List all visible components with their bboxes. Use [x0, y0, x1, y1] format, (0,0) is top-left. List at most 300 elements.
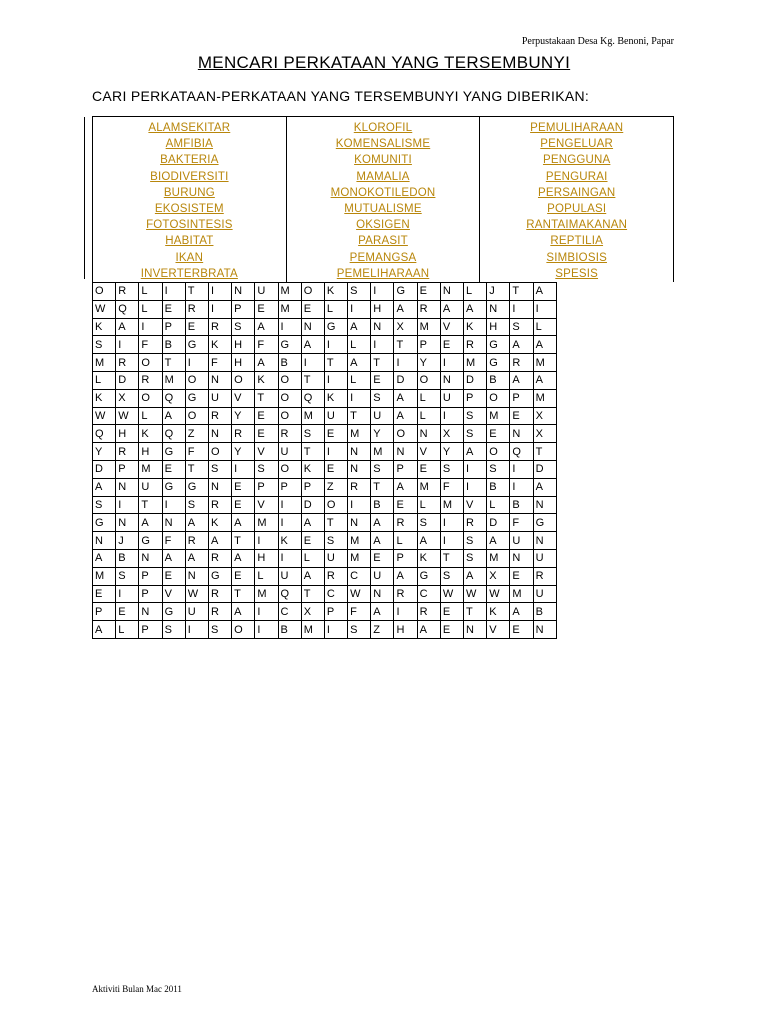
grid-cell[interactable]: S [162, 621, 185, 639]
grid-cell[interactable]: I [348, 496, 371, 514]
grid-cell[interactable]: G [162, 443, 185, 461]
grid-cell[interactable]: M [417, 318, 440, 336]
grid-cell[interactable]: N [348, 514, 371, 532]
grid-cell[interactable]: P [464, 389, 487, 407]
grid-cell[interactable]: K [324, 283, 347, 301]
grid-cell[interactable]: L [348, 371, 371, 389]
grid-cell[interactable]: S [232, 318, 255, 336]
grid-cell[interactable]: E [93, 585, 116, 603]
grid-cell[interactable]: S [440, 567, 463, 585]
grid-cell[interactable]: L [139, 407, 162, 425]
grid-cell[interactable]: F [162, 532, 185, 550]
grid-cell[interactable]: W [93, 407, 116, 425]
grid-cell[interactable]: E [371, 371, 394, 389]
grid-cell[interactable]: A [510, 371, 533, 389]
grid-cell[interactable]: N [208, 425, 231, 443]
grid-cell[interactable]: N [533, 621, 556, 639]
grid-cell[interactable]: I [278, 514, 301, 532]
grid-cell[interactable]: U [324, 407, 347, 425]
grid-cell[interactable]: B [116, 549, 139, 567]
grid-cell[interactable]: A [533, 283, 556, 301]
grid-cell[interactable]: N [162, 514, 185, 532]
grid-cell[interactable]: T [185, 283, 208, 301]
grid-cell[interactable]: E [162, 567, 185, 585]
grid-cell[interactable]: Y [232, 443, 255, 461]
grid-cell[interactable]: S [324, 532, 347, 550]
grid-cell[interactable]: A [162, 407, 185, 425]
grid-cell[interactable]: M [162, 371, 185, 389]
grid-cell[interactable]: A [371, 514, 394, 532]
grid-cell[interactable]: K [464, 318, 487, 336]
grid-cell[interactable]: I [371, 283, 394, 301]
grid-cell[interactable]: C [348, 567, 371, 585]
grid-cell[interactable]: Z [324, 478, 347, 496]
grid-cell[interactable]: S [464, 407, 487, 425]
grid-cell[interactable]: S [301, 425, 324, 443]
grid-cell[interactable]: K [93, 318, 116, 336]
grid-cell[interactable]: S [93, 336, 116, 354]
grid-cell[interactable]: L [301, 549, 324, 567]
grid-cell[interactable]: I [255, 532, 278, 550]
grid-cell[interactable]: L [255, 567, 278, 585]
grid-cell[interactable]: N [371, 585, 394, 603]
grid-cell[interactable]: V [232, 389, 255, 407]
grid-cell[interactable]: L [487, 496, 510, 514]
grid-cell[interactable]: O [208, 443, 231, 461]
grid-cell[interactable]: A [440, 300, 463, 318]
grid-cell[interactable]: I [348, 389, 371, 407]
grid-cell[interactable]: U [278, 443, 301, 461]
grid-cell[interactable]: R [116, 354, 139, 372]
grid-cell[interactable]: E [162, 300, 185, 318]
grid-cell[interactable]: Q [510, 443, 533, 461]
grid-cell[interactable]: S [371, 389, 394, 407]
grid-cell[interactable]: R [208, 318, 231, 336]
grid-cell[interactable]: T [301, 371, 324, 389]
grid-cell[interactable]: H [116, 425, 139, 443]
grid-cell[interactable]: L [139, 300, 162, 318]
grid-cell[interactable]: A [394, 407, 417, 425]
grid-cell[interactable]: V [162, 585, 185, 603]
grid-cell[interactable]: E [394, 496, 417, 514]
grid-cell[interactable]: S [208, 621, 231, 639]
grid-cell[interactable]: I [324, 336, 347, 354]
grid-cell[interactable]: S [208, 460, 231, 478]
grid-cell[interactable]: P [116, 460, 139, 478]
grid-cell[interactable]: G [533, 514, 556, 532]
grid-cell[interactable]: N [487, 300, 510, 318]
grid-cell[interactable]: S [348, 621, 371, 639]
grid-cell[interactable]: A [255, 318, 278, 336]
grid-cell[interactable]: S [487, 460, 510, 478]
grid-cell[interactable]: B [533, 603, 556, 621]
grid-cell[interactable]: L [324, 300, 347, 318]
grid-cell[interactable]: Y [440, 443, 463, 461]
grid-cell[interactable]: A [394, 478, 417, 496]
grid-cell[interactable]: M [417, 478, 440, 496]
grid-cell[interactable]: O [394, 425, 417, 443]
grid-cell[interactable]: M [93, 567, 116, 585]
grid-cell[interactable]: V [440, 318, 463, 336]
grid-cell[interactable]: P [301, 478, 324, 496]
grid-cell[interactable]: R [185, 300, 208, 318]
grid-cell[interactable]: L [464, 283, 487, 301]
grid-cell[interactable]: R [417, 603, 440, 621]
grid-cell[interactable]: O [278, 460, 301, 478]
grid-cell[interactable]: A [533, 478, 556, 496]
grid-cell[interactable]: P [93, 603, 116, 621]
grid-cell[interactable]: V [417, 443, 440, 461]
grid-cell[interactable]: V [255, 443, 278, 461]
grid-cell[interactable]: A [464, 443, 487, 461]
grid-cell[interactable]: M [533, 389, 556, 407]
grid-cell[interactable]: R [208, 603, 231, 621]
grid-cell[interactable]: H [255, 549, 278, 567]
grid-cell[interactable]: G [394, 283, 417, 301]
grid-cell[interactable]: A [348, 354, 371, 372]
grid-cell[interactable]: T [371, 354, 394, 372]
grid-cell[interactable]: N [185, 567, 208, 585]
grid-cell[interactable]: P [139, 621, 162, 639]
grid-cell[interactable]: N [394, 443, 417, 461]
grid-cell[interactable]: E [440, 603, 463, 621]
grid-cell[interactable]: U [185, 603, 208, 621]
grid-cell[interactable]: W [440, 585, 463, 603]
grid-cell[interactable]: E [301, 300, 324, 318]
grid-cell[interactable]: A [394, 567, 417, 585]
grid-cell[interactable]: S [464, 549, 487, 567]
grid-cell[interactable]: M [255, 585, 278, 603]
grid-cell[interactable]: I [185, 621, 208, 639]
grid-cell[interactable]: V [464, 496, 487, 514]
grid-cell[interactable]: N [208, 478, 231, 496]
grid-cell[interactable]: T [324, 514, 347, 532]
grid-cell[interactable]: O [185, 407, 208, 425]
grid-cell[interactable]: S [93, 496, 116, 514]
grid-cell[interactable]: U [255, 283, 278, 301]
grid-cell[interactable]: I [278, 549, 301, 567]
grid-cell[interactable]: M [533, 354, 556, 372]
grid-cell[interactable]: G [417, 567, 440, 585]
grid-cell[interactable]: G [185, 389, 208, 407]
grid-cell[interactable]: A [116, 318, 139, 336]
grid-cell[interactable]: K [278, 532, 301, 550]
grid-cell[interactable]: R [232, 425, 255, 443]
grid-cell[interactable]: E [417, 460, 440, 478]
grid-cell[interactable]: P [139, 567, 162, 585]
grid-cell[interactable]: E [232, 567, 255, 585]
grid-cell[interactable]: U [139, 478, 162, 496]
grid-cell[interactable]: A [487, 532, 510, 550]
grid-cell[interactable]: K [208, 336, 231, 354]
grid-cell[interactable]: N [440, 283, 463, 301]
grid-cell[interactable]: M [278, 300, 301, 318]
grid-cell[interactable]: N [533, 496, 556, 514]
grid-cell[interactable]: K [93, 389, 116, 407]
grid-cell[interactable]: I [255, 621, 278, 639]
grid-cell[interactable]: N [510, 549, 533, 567]
grid-cell[interactable]: O [301, 283, 324, 301]
grid-cell[interactable]: A [185, 514, 208, 532]
grid-cell[interactable]: M [348, 549, 371, 567]
grid-cell[interactable]: D [301, 496, 324, 514]
grid-cell[interactable]: B [278, 621, 301, 639]
grid-cell[interactable]: T [324, 354, 347, 372]
grid-cell[interactable]: Y [93, 443, 116, 461]
grid-cell[interactable]: H [394, 621, 417, 639]
grid-cell[interactable]: N [533, 532, 556, 550]
grid-cell[interactable]: Y [417, 354, 440, 372]
grid-cell[interactable]: Y [371, 425, 394, 443]
grid-cell[interactable]: O [139, 354, 162, 372]
grid-cell[interactable]: O [324, 496, 347, 514]
grid-cell[interactable]: D [116, 371, 139, 389]
grid-cell[interactable]: U [533, 585, 556, 603]
grid-cell[interactable]: T [162, 354, 185, 372]
grid-cell[interactable]: F [139, 336, 162, 354]
grid-cell[interactable]: Q [116, 300, 139, 318]
grid-cell[interactable]: D [394, 371, 417, 389]
grid-cell[interactable]: R [533, 567, 556, 585]
grid-cell[interactable]: I [440, 354, 463, 372]
grid-cell[interactable]: T [232, 532, 255, 550]
grid-cell[interactable]: R [208, 496, 231, 514]
grid-cell[interactable]: I [324, 371, 347, 389]
grid-cell[interactable]: A [232, 514, 255, 532]
grid-cell[interactable]: E [324, 460, 347, 478]
grid-cell[interactable]: E [301, 532, 324, 550]
grid-cell[interactable]: N [348, 460, 371, 478]
grid-cell[interactable]: S [417, 514, 440, 532]
grid-cell[interactable]: G [93, 514, 116, 532]
grid-cell[interactable]: L [417, 389, 440, 407]
grid-cell[interactable]: I [510, 460, 533, 478]
grid-cell[interactable]: A [394, 389, 417, 407]
grid-cell[interactable]: K [139, 425, 162, 443]
grid-cell[interactable]: E [232, 478, 255, 496]
grid-cell[interactable]: T [464, 603, 487, 621]
grid-cell[interactable]: W [464, 585, 487, 603]
grid-cell[interactable]: L [348, 336, 371, 354]
grid-cell[interactable]: M [440, 496, 463, 514]
grid-cell[interactable]: K [487, 603, 510, 621]
grid-cell[interactable]: M [93, 354, 116, 372]
grid-cell[interactable]: Y [232, 407, 255, 425]
grid-cell[interactable]: G [139, 532, 162, 550]
grid-cell[interactable]: L [116, 621, 139, 639]
grid-cell[interactable]: U [510, 532, 533, 550]
grid-cell[interactable]: M [139, 460, 162, 478]
grid-cell[interactable]: A [93, 621, 116, 639]
grid-cell[interactable]: Q [301, 389, 324, 407]
grid-cell[interactable]: G [162, 478, 185, 496]
grid-cell[interactable]: U [533, 549, 556, 567]
grid-cell[interactable]: O [278, 407, 301, 425]
grid-cell[interactable]: P [324, 603, 347, 621]
grid-cell[interactable]: P [162, 318, 185, 336]
grid-cell[interactable]: U [371, 407, 394, 425]
grid-cell[interactable]: R [185, 532, 208, 550]
grid-cell[interactable]: T [348, 407, 371, 425]
grid-cell[interactable]: X [440, 425, 463, 443]
grid-cell[interactable]: J [487, 283, 510, 301]
grid-cell[interactable]: N [417, 425, 440, 443]
grid-cell[interactable]: E [324, 425, 347, 443]
grid-cell[interactable]: E [185, 318, 208, 336]
grid-cell[interactable]: L [417, 496, 440, 514]
grid-cell[interactable]: I [440, 407, 463, 425]
grid-cell[interactable]: E [255, 300, 278, 318]
grid-cell[interactable]: V [487, 621, 510, 639]
grid-cell[interactable]: A [510, 603, 533, 621]
grid-cell[interactable]: F [348, 603, 371, 621]
grid-cell[interactable]: Q [278, 585, 301, 603]
grid-cell[interactable]: N [371, 318, 394, 336]
grid-cell[interactable]: G [185, 478, 208, 496]
grid-cell[interactable]: N [116, 478, 139, 496]
grid-cell[interactable]: I [278, 318, 301, 336]
grid-cell[interactable]: M [487, 407, 510, 425]
grid-cell[interactable]: I [533, 300, 556, 318]
grid-cell[interactable]: A [348, 318, 371, 336]
grid-cell[interactable]: N [208, 371, 231, 389]
grid-cell[interactable]: S [464, 532, 487, 550]
grid-cell[interactable]: O [278, 389, 301, 407]
grid-cell[interactable]: N [139, 549, 162, 567]
grid-cell[interactable]: I [139, 318, 162, 336]
grid-cell[interactable]: R [464, 514, 487, 532]
grid-cell[interactable]: A [464, 300, 487, 318]
grid-cell[interactable]: P [255, 478, 278, 496]
grid-cell[interactable]: F [255, 336, 278, 354]
grid-cell[interactable]: N [93, 532, 116, 550]
grid-cell[interactable]: H [139, 443, 162, 461]
grid-cell[interactable]: X [533, 425, 556, 443]
grid-cell[interactable]: W [185, 585, 208, 603]
grid-cell[interactable]: A [93, 549, 116, 567]
grid-cell[interactable]: I [324, 621, 347, 639]
grid-cell[interactable]: O [185, 371, 208, 389]
grid-cell[interactable]: M [371, 443, 394, 461]
grid-cell[interactable]: C [417, 585, 440, 603]
grid-cell[interactable]: P [394, 549, 417, 567]
grid-cell[interactable]: O [139, 389, 162, 407]
grid-cell[interactable]: I [464, 460, 487, 478]
grid-cell[interactable]: A [371, 603, 394, 621]
grid-cell[interactable]: S [371, 460, 394, 478]
grid-cell[interactable]: R [464, 336, 487, 354]
grid-cell[interactable]: A [417, 621, 440, 639]
grid-cell[interactable]: E [255, 407, 278, 425]
grid-cell[interactable]: G [185, 336, 208, 354]
grid-cell[interactable]: R [394, 514, 417, 532]
grid-cell[interactable]: K [324, 389, 347, 407]
grid-cell[interactable]: O [232, 621, 255, 639]
grid-cell[interactable]: D [464, 371, 487, 389]
grid-cell[interactable]: B [510, 496, 533, 514]
grid-cell[interactable]: L [533, 318, 556, 336]
grid-cell[interactable]: U [324, 549, 347, 567]
grid-cell[interactable]: S [440, 460, 463, 478]
grid-cell[interactable]: P [394, 460, 417, 478]
grid-cell[interactable]: Z [371, 621, 394, 639]
grid-cell[interactable]: P [510, 389, 533, 407]
grid-cell[interactable]: L [417, 407, 440, 425]
grid-cell[interactable]: S [464, 425, 487, 443]
grid-cell[interactable]: A [232, 549, 255, 567]
grid-cell[interactable]: K [208, 514, 231, 532]
grid-cell[interactable]: U [278, 567, 301, 585]
grid-cell[interactable]: E [510, 621, 533, 639]
grid-cell[interactable]: W [348, 585, 371, 603]
grid-cell[interactable]: B [278, 354, 301, 372]
grid-cell[interactable]: E [232, 496, 255, 514]
grid-cell[interactable]: R [208, 549, 231, 567]
grid-cell[interactable]: I [255, 603, 278, 621]
grid-cell[interactable]: I [162, 496, 185, 514]
grid-cell[interactable]: T [533, 443, 556, 461]
grid-cell[interactable]: I [116, 585, 139, 603]
grid-cell[interactable]: A [139, 514, 162, 532]
grid-cell[interactable]: E [116, 603, 139, 621]
grid-cell[interactable]: P [278, 478, 301, 496]
grid-cell[interactable]: M [348, 532, 371, 550]
grid-cell[interactable]: K [417, 549, 440, 567]
grid-cell[interactable]: I [394, 603, 417, 621]
grid-cell[interactable]: H [232, 336, 255, 354]
grid-cell[interactable]: A [162, 549, 185, 567]
grid-cell[interactable]: E [440, 336, 463, 354]
grid-cell[interactable]: Z [185, 425, 208, 443]
grid-cell[interactable]: N [510, 425, 533, 443]
grid-cell[interactable]: O [93, 283, 116, 301]
grid-cell[interactable]: R [394, 585, 417, 603]
grid-cell[interactable]: I [278, 496, 301, 514]
grid-cell[interactable]: A [301, 336, 324, 354]
grid-cell[interactable]: L [139, 283, 162, 301]
grid-cell[interactable]: T [301, 443, 324, 461]
grid-cell[interactable]: J [116, 532, 139, 550]
grid-cell[interactable]: H [371, 300, 394, 318]
grid-cell[interactable]: L [394, 532, 417, 550]
grid-cell[interactable]: T [301, 585, 324, 603]
grid-cell[interactable]: V [255, 496, 278, 514]
grid-cell[interactable]: G [324, 318, 347, 336]
grid-cell[interactable]: H [232, 354, 255, 372]
grid-cell[interactable]: A [533, 371, 556, 389]
grid-cell[interactable]: X [301, 603, 324, 621]
grid-cell[interactable]: A [301, 567, 324, 585]
grid-cell[interactable]: W [116, 407, 139, 425]
grid-cell[interactable]: T [371, 478, 394, 496]
grid-cell[interactable]: H [487, 318, 510, 336]
grid-cell[interactable]: U [440, 389, 463, 407]
grid-cell[interactable]: I [440, 532, 463, 550]
grid-cell[interactable]: E [510, 407, 533, 425]
grid-cell[interactable]: W [93, 300, 116, 318]
grid-cell[interactable]: I [464, 478, 487, 496]
grid-cell[interactable]: I [510, 478, 533, 496]
grid-cell[interactable]: P [417, 336, 440, 354]
grid-cell[interactable]: A [533, 336, 556, 354]
grid-cell[interactable]: S [116, 567, 139, 585]
grid-cell[interactable]: S [255, 460, 278, 478]
grid-cell[interactable]: B [371, 496, 394, 514]
grid-cell[interactable]: M [301, 621, 324, 639]
grid-cell[interactable]: A [371, 532, 394, 550]
grid-cell[interactable]: O [232, 371, 255, 389]
grid-cell[interactable]: I [232, 460, 255, 478]
